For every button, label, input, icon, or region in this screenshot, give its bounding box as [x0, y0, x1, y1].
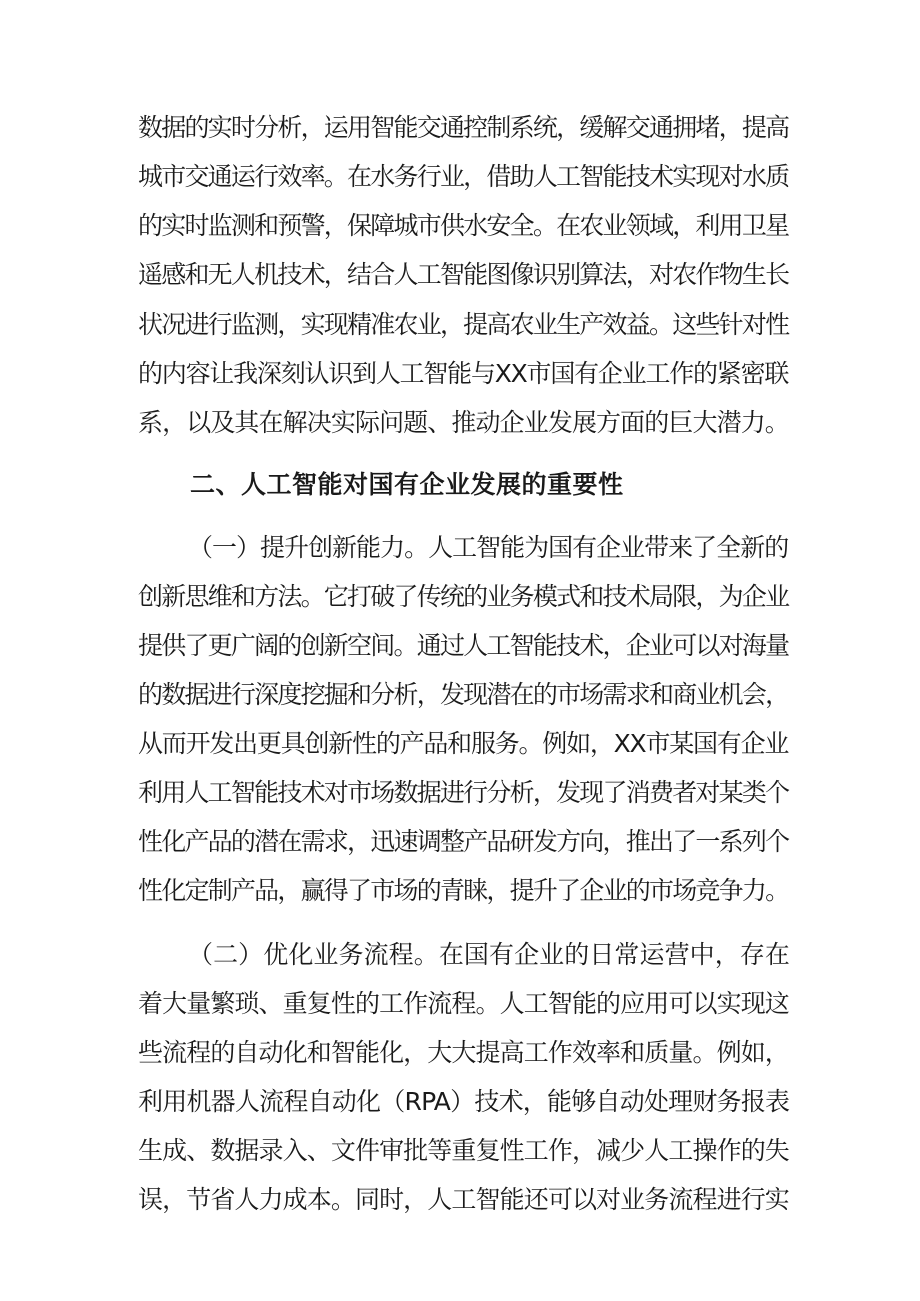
body-line: 提供了更广阔的创新空间。通过人工智能技术，企业可以对海量	[138, 631, 789, 660]
body-line: 利用人工智能技术对市场数据进行分析，发现了消费者对某类个	[138, 778, 789, 807]
body-line: 生成、数据录入、文件审批等重复性工作，减少人工操作的失	[138, 1136, 789, 1165]
body-line: 性化产品的潜在需求，迅速调整产品研发方向，推出了一系列个	[138, 827, 789, 856]
body-line: 误，节省人力成本。同时，人工智能还可以对业务流程进行实	[138, 1185, 789, 1214]
body-line: 从而开发出更具创新性的产品和服务。例如，XX市某国有企业	[138, 729, 789, 758]
body-line: 数据的实时分析，运用智能交通控制系统，缓解交通拥堵，提高	[138, 113, 789, 142]
section-heading: 二、人工智能对国有企业发展的重要性	[190, 470, 624, 499]
body-line: 些流程的自动化和智能化，大大提高工作效率和质量。例如，	[138, 1038, 789, 1067]
body-line: 的实时监测和预警，保障城市供水安全。在农业领域，利用卫星	[138, 211, 789, 240]
body-line: 状况进行监测，实现精准农业，提高农业生产效益。这些针对性	[138, 310, 789, 339]
body-line: 城市交通运行效率。在水务行业，借助人工智能技术实现对水质	[138, 162, 789, 191]
body-line: 的内容让我深刻认识到人工智能与XX市国有企业工作的紧密联	[138, 359, 789, 388]
paragraph-first-line: （一）提升创新能力。人工智能为国有企业带来了全新的	[188, 533, 789, 562]
body-line: 性化定制产品，赢得了市场的青睐，提升了企业的市场竞争力。	[138, 876, 789, 905]
body-line: 系，以及其在解决实际问题、推动企业发展方面的巨大潜力。	[138, 408, 789, 437]
body-line: 的数据进行深度挖掘和分析，发现潜在的市场需求和商业机会，	[138, 680, 789, 709]
body-line: 创新思维和方法。它打破了传统的业务模式和技术局限，为企业	[138, 582, 789, 611]
body-line: 着大量繁琐、重复性的工作流程。人工智能的应用可以实现这	[138, 989, 789, 1018]
body-line: 利用机器人流程自动化（RPA）技术，能够自动处理财务报表	[138, 1087, 790, 1116]
body-line: 遥感和无人机技术，结合人工智能图像识别算法，对农作物生长	[138, 260, 789, 289]
paragraph-first-line: （二）优化业务流程。在国有企业的日常运营中，存在	[188, 940, 790, 969]
